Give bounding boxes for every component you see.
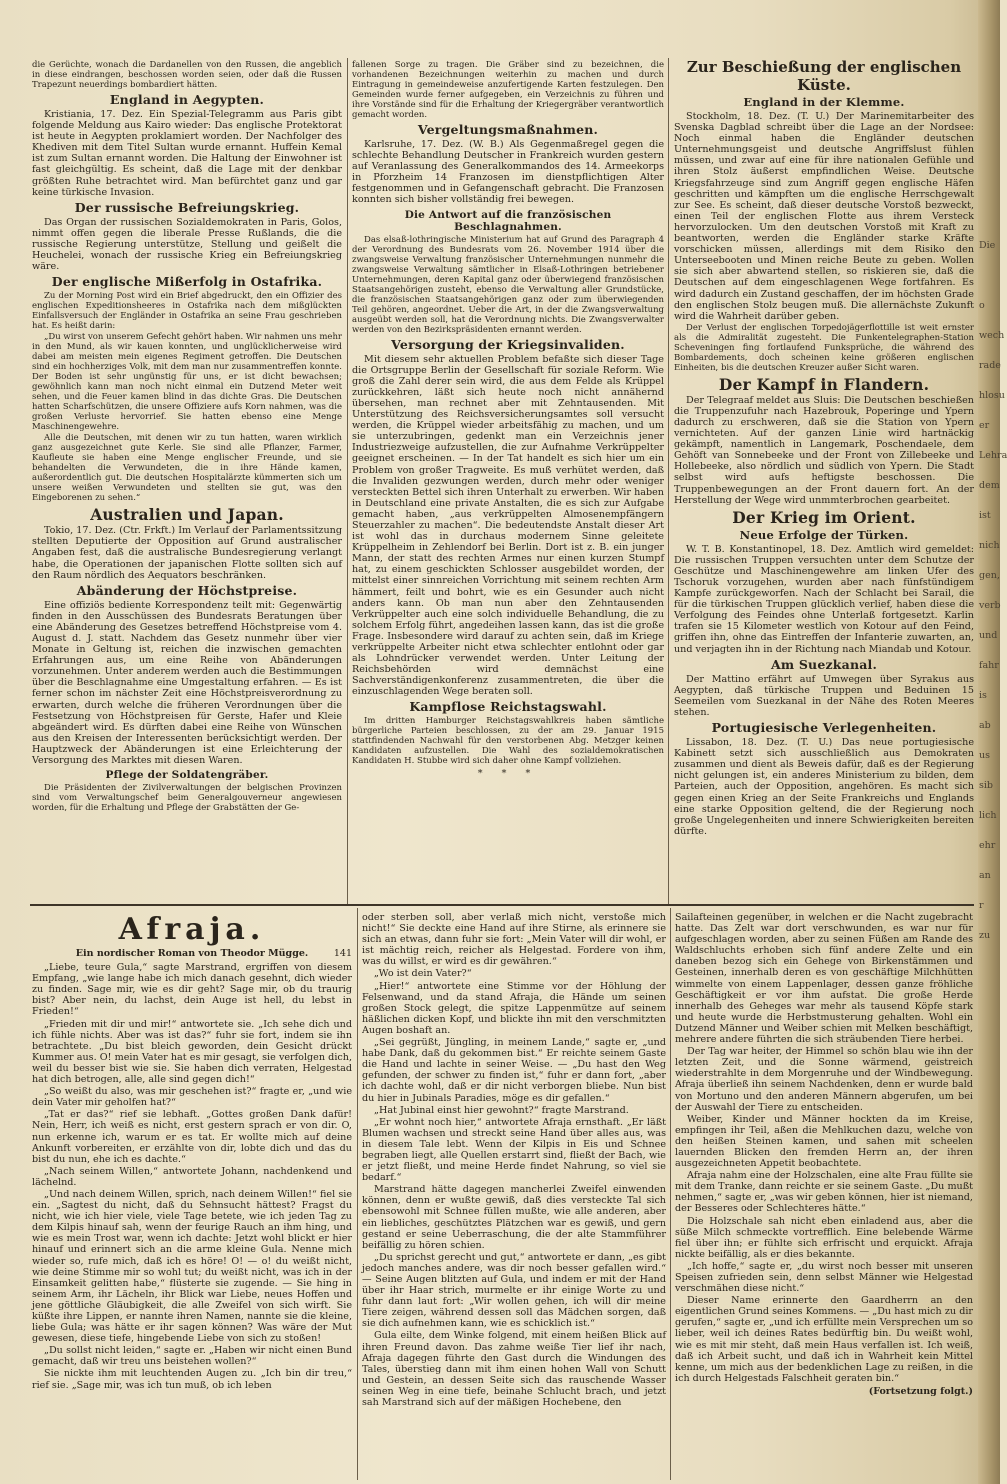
adjacent-page-edge-text [979,180,1007,1080]
article-suezkanal: Der Mattino erfährt auf Umwegen über Syrakus aus Aegypten, daß türkische Truppen und Beduinen 15 Seemeilen vom Suezkanal in der Nähe des Roten Meeres stehen. [674,673,974,718]
edge-text-fragment: nich [979,540,1000,551]
serial-paragraph: Sie nickte ihm mit leuchtenden Augen zu. „Ich bin dir treu,“ rief sie. „Sage mir, was ich tun muß, ob ich leben [32,1368,352,1391]
article-intro: die Gerüchte, wonach die Dardanellen von den Russen, die angeblich in diese eindrangen, beschossen worden seien, oder daß die Russen Trapezunt neuerdings bombardiert hätten. [32,60,342,90]
serial-paragraph: Dieser Name erinnerte den Gaardherrn an den eigentlichen Grund seines Kommens. — „Du hast mich zu dir gerufen,“ sagte er, „und ich erfüllte mein Versprechen um so lieber, weil ich deines Rates bedürftig bin. Du weißt wohl, wie es mit mir steht, daß mein Haus verfallen ist. Ich weiß, daß ich Arbeit sucht, und daß ich in Wahrheit kein Mittel kenne, um mich aus der bedenklichen Lage zu reißen, in die ich durch Helgestads Falschheit geraten bin.“ [675,1295,973,1384]
serial-paragraph: Marstrand hätte dagegen mancherlei Zweifel einwenden können, denn er wußte gewiß, daß dies versteckte Tal sich ebensowohl mit Schnee füllen mußte, wie alle anderen, aber ein liebliches, geschütztes Plätzchen war es gewiß, und gern gestand er seine Ueberraschung, die der alte Stammführer beifällig zu hören schien. [362,1184,666,1251]
article-hoechstpreise: Eine offiziös bediente Korrespondenz teilt mit: Gegenwärtig finden in den Ausschüssen des Bundesrats Beratungen über eine Abänderung des Gesetzes betreffend Höchstpreise vom 4. August d. J. statt. Nachdem das Gesetz nunmehr über vier Monate in Geltung ist, reichen die inzwischen gemachten Erfahrungen aus, um eine Reihe von Abänderungen vorzunehmen. Unter anderem werden auch die Bestimmungen über die Beschlagnahme eine Umgestaltung erfahren. — Es ist ferner schon im nächster Zeit eine Höchstpreisverordnung zu erwarten, durch welche die früheren Verordnungen über die Festsetzung von Höchstpreisen für Gerste, Hafer und Kleie abgeändert wird. Es dürften dabei eine Reihe von Wünschen aus den Kreisen der Interessenten berücksichtigt werden. Der Hauptzweck der Abänderungen ist eine Erleichterung der Versorgung des Marktes mit diesen Waren. [32,599,342,766]
article-russ-befreiungskrieg: Das Organ der russischen Sozialdemokraten in Paris, Golos, nimmt offen gegen die liberale Presse Rußlands, die die russische Regierung unterstütze, Stellung und geißelt die Heuchelei, wonach der russische Krieg ein Befreiungskrieg wäre. [32,216,342,273]
article-ostafrika-3: Alle die Deutschen, mit denen wir zu tun hatten, waren wirklich ganz ausgezeichnet gute Kerle. Sie sind alle Pflanzer, Farmer, Kaufleute sie haben eine Menge englischer Freunde, und sie behandelten die Verwundeten, die in ihre Hände kamen, außerordentlich gut. Die deutschen Hospitalärzte kümmerten sich um unsere weißen Verwundeten und stellten sie gut, was den Eingeborenen zu sehen.“ [32,433,342,504]
headline-soldatengraeber: Pflege der Soldatengräber. [105,769,269,782]
headline-portugal: Portugiesische Verlegenheiten. [711,720,937,736]
article-reichstagswahl: Im dritten Hamburger Reichstagswahlkreis haben sämtliche bürgerliche Parteien beschlossen, zu der am 29. Januar 1915 stattfindenden Nachwahl für den verstorbenen Abg. Metzger keinen Kandidaten aufzustellen. Die Wahl des sozialdemokratischen Kandidaten H. Stubbe wird sich daher ohne Kampf vollziehen. [352,716,664,767]
serial-paragraph: „Hier!“ antwortete eine Stimme vor der Höhlung der Felsenwand, und da stand Afraja, die Hände um seinen großen Stock gelegt, die spitze Lappenmütze auf seinem häßlichen dicken Kopf, und blickte ihn mit den verschmitzten Augen boshaft an. [362,980,666,1036]
article-antwort-beschlagnahmen: Das elsaß-lothringische Ministerium hat auf Grund des Paragraph 4 der Verordnung des Bundesrats vom 26. November 1914 über die zwangsweise Verwaltung französischer Unternehmungen nunmehr die zwangsweise Verwaltung sämtlicher in Elsaß-Lothringen betriebener Unternehmungen, deren Kapital ganz oder überwiegend französischen Staatsangehörigen zusteht, ebenso die Verwaltung aller Grundstücke, die französischen Staatsangehörigen ganz oder zum überwiegenden Teil gehören, angeordnet. Ueber die Art, in der die Zwangsverwaltung ausgeübt werden soll, hat die Verordnung nichts. Die Zwangsverwalter werden von den Bezirkspräsidenten ernannt werden. [352,234,664,335]
headline-ostafrika: Der englische Mißerfolg in Ostafrika. [51,274,323,290]
column-rule [670,908,671,1480]
edge-text-fragment: ab [979,720,991,731]
serial-number: 141 [333,948,352,959]
edge-text-fragment: und [979,630,998,641]
serial-paragraph: Sailafteinen gegenüber, in welchen er die Nacht zugebracht hatte. Das Zelt war dort verschwunden, es war nur für aufgeschlagen worden, aber zu seinen Füßen am Rande des Waldschluchts erhoben sich fünf andere Zelte und ein daneben bezog sich ein Gehege von Birkenstämmen und Gesteinen, innerhalb deren es von geschäftige Milchhütten wimmelte von einem Lappenlager, dessen ganze fröhliche Geschäftigkeit er vor ihm aufstat. Die große Herde innerhalb des Geheges war mehr als tausend Köpfe stark und heute wurde die Herbstmusterung gehalten. Wohl ein Dutzend Männer und Weiber schien mit Melken beschäftigt, mehrere andere führten die sich sträubenden Tiere herbei. [675,912,973,1046]
serial-paragraph: „Er wohnt noch hier,“ antwortete Afraja ernsthaft. „Er läßt Blumen wachsen und streckt seine Hand über alles aus, was in diesem Tale lebt. Wenn der Kilpis in Eis und Schnee begraben liegt, alle Quellen erstarrt sind, fließt der Bach, wie er jetzt fließt, und meine Herde findet Nahrung, so viel sie bedarf.“ [362,1116,666,1184]
edge-text-fragment: hlosu [979,390,1005,401]
article-soldatengraeber: Die Präsidenten der Zivilverwaltungen der belgischen Provinzen sind vom Verwaltungschef beim Generalgouverneur angewiesen worden, für die Erhaltung und Pflege der Grabstätten der Ge- [32,783,342,814]
serial-paragraph: „Hat Jubinal einst hier gewohnt?“ fragte Marstrand. [374,1104,629,1116]
article-australien-japan: Tokio, 17. Dez. (Ctr. Frkft.) Im Verlauf der Parlamentssitzung stellten Deputierte der Opposition auf Grund australischer Angaben fest, daß die australische Bundesregierung verlangt habe, die Operationen der japanischen Flotte sollten sich auf den Raum nördlich des Aequators beschränken. [32,525,342,581]
edge-text-fragment: zu [979,930,991,941]
serial-paragraph: oder sterben soll, aber verlaß mich nicht, verstoße mich nicht!“ Sie deckte eine Hand auf ihre Stirne, als erinnere sie sich an etwas, dann fuhr sie fort: „Mein Vater will dir wohl, er ist mächtig reich, reicher als Helgestad. Fordere von ihm, was du willst, er wird es dir gewähren.“ [362,912,666,968]
edge-text-fragment: is [979,690,987,701]
column-rule [668,58,669,904]
headline-orient: Der Krieg im Orient. [732,507,916,527]
article-beschiessung-note: Der Verlust der englischen Torpedojägerflottille ist weit ernster als die Admiralität zugesteht. Die Funkentelegraphen-Station Scheveningen fing fortlaufend Funksprüche, die während des Bombardements, doch scheinen keine größeren englischen Einheiten, bis die deutschen Kreuzer außer Sicht waren. [674,322,974,373]
serial-paragraph: Der Tag war heiter, der Himmel so schön blau wie ihn der letzten Zeit, und die Sonne wärmend, geistreich wiederstrahlte in dem Morgenruhe und der Windbewegung. Afraja überließ ihn seinem Nachdenken, denn er wurde bald von Mortuno und den anderen Männern abgerufen, um bei der Auswahl der Tiere zu entscheiden. [675,1046,973,1113]
article-ostafrika-1: Zu der Morning Post wird ein Brief abgedruckt, den ein Offizier des englischen Expeditionsheeres in Ostafrika nach dem mißglückten Einfallsversuch der Engländer in Ostafrika an seine Frau geschrieben hat. Es heißt darin: [32,291,342,332]
edge-text-fragment [979,270,1000,300]
edge-text-fragment: lich [979,810,997,821]
column-rule [347,58,348,904]
article-flandern: Der Telegraaf meldet aus Sluis: Die Deutschen beschießen die Truppenzufuhr nach Hazebrouk, Poperinge und Ypern dadurch zu erschweren, daß sie die Station von Ypern vernichteten. Auf der ganzen Linie wird hartnäckig gekämpft, namentlich in Langemark, Poschendaele, dem Gehöft van Sonnebeeke und der Front von Zillebeeke und Hollebeeke, also nördlich und südlich von Ypern. Die Stadt selbst wird aufs heftigste beschossen. Die Truppenbewegungen an der Front dauern fort. An der Herstellung der Wege wird unmmterbrochen gearbeitet. [674,394,974,506]
edge-text-fragment: gen, [979,570,1000,581]
edge-text-fragment [979,210,1000,240]
headline-antwort-beschlagnahmen: Die Antwort auf die französischen Beschlagnahmen. [404,208,612,233]
column-rule [357,908,358,1480]
serial-paragraph: Gula eilte, dem Winke folgend, mit einem heißen Blick auf ihren Freund davon. Das zahme weiße Tier lief ihr nach, Afraja dagegen führte den Gast durch die Windungen des Tales, überstieg dann mit ihm einen hohen Wall von Schutt und Gestein, an dessen Seite sich das rauschende Wasser seinen Weg in eine tiefe, beinahe Schlucht brach, und jetzt sah Marstrand sich auf der mäßigen Hochebene, den [362,1330,666,1409]
edge-text-fragment: dem [979,480,1000,491]
serial-paragraph: Die Holzschale sah nicht eben einladend aus, aber die süße Milch schmeckte vortrefflich. Eine belebende Wärme fiel über ihn; er fühlte sich erfrischt und erquickt. Afraja nickte beifällig, als er dies bekannte. [675,1215,973,1260]
edge-text-fragment: wech [979,330,1005,341]
serial-byline [32,948,352,959]
serial-paragraph: „Liebe, teure Gula,“ sagte Marstrand, ergriffen von diesem Empfang, „wie lange habe ich mich danach gesehnt, dich wieder zu finden. Sage mir, wie es dir geht? Sage mir, ob du traurig bist? Aber nein, du lachst, dein Auge ist hell, du lebst in Frieden!“ [32,962,352,1018]
edge-text-fragment: an [979,870,991,881]
article-vergeltung: Karlsruhe, 17. Dez. (W. B.) Als Gegenmaßregel gegen die schlechte Behandlung Deutscher in Frankreich wurden gestern auf Veranlassung des Generalkommandos des 14. Armeekorps in Pforzheim 14 Franzosen im dienstpflichtigen Alter festgenommen und in Gefangenschaft gebracht. Die Franzosen konnten sich bisher vollständig frei bewegen. [352,139,664,206]
serial-paragraph: „Und nach deinem Willen, sprich, nach deinem Willen!“ fiel sie ein. „Sagtest du nicht, daß du Sehnsucht hättest? Fragst du nicht, wie ich hier viele, viele Tage betete, wie ich jeden Tag zu dem Kilpis hinauf sah, wenn der feurige Rauch an ihm hing, und wie es mein Trost war, wenn ich dachte: Jetzt wohl blickt er hier hinauf und erinnert sich an die arme kleine Gula. Nenne mich wieder so, rufe mich, daß ich es höre! O! — o! du weißt nicht, wie deine Stimme mir so wohl tut; du weißt nicht, was ich in der Einsamkeit gelitten habe,“ flüsterte sie zugende. — Sie hing in seinem Arm, ihr Lächeln, ihr Blick war Liebe, neues Hoffen und jene göttliche Gläubigkeit, die alle Zweifel von sich wirft. Sie küßte ihre Lippen, er nannte ihren Namen, nannte sie die kleine, liebe Gula; was hätte er ihr sagen können? Was wäre der Mut gewesen, diese tiefe, hingebende Liebe von sich zu stoßen! [32,1188,352,1345]
headline-england-aegypten: England in Aegypten. [109,92,265,107]
edge-text-fragment: er [979,420,990,431]
headline-flandern: Der Kampf in Flandern. [718,374,930,394]
serial-column-2 [362,912,666,1478]
headline-beschiessung: Zur Beschießung der englischen Küste. [686,58,962,94]
article-soldatengraeber-cont: fallenen Sorge zu tragen. Die Gräber sind zu bezeichnen, die vorhandenen Bezeichnungen weiterhin zu machen und durch Eintragung in gemeindeweise anzufertigende Karten festzulegen. Den Gemeinden wurde ferner aufgegeben, ein Verzeichnis zu führen und ihre Vorstände sind für die Erhaltung der Kriegergräber verantwortlich gemacht worden. [352,60,664,120]
edge-text-fragment: sib [979,780,993,791]
serial-paragraph: „Frieden mit dir und mir!“ antwortete sie. „Ich sehe dich und ich fühle nichts. Aber was ist das?“ fuhr sie fort, indem sie ihn betrachtete. „Du bist bleich geworden, dein Gesicht drückt Kummer aus. O! mein Vater hat es mir gesagt, sie verfolgen dich, weil du besser bist wie sie. Sie haben dich verraten, Helgestad hat dich betrogen, alle, alle sind gegen dich!“ [32,1018,352,1086]
edge-text-fragment: o [979,300,985,311]
article-england-aegypten: Kristiania, 17. Dez. Ein Spezial-Telegramm aus Paris gibt folgende Meldung aus Kairo wieder: Das englische Protektorat ist heute in Aegypten proklamiert worden. Der Nachfolger des Khediven mit dem Titel Sultan wurde ernannt. Huffein Kemal ist zum Sultan ernannt worden. Die Haltung der Einwohner ist fast gleichgültig. Es scheint, daß die Lage mit der denkbar größten Ruhe betrachtet wird. Man befürchtet ganz und gar keine türkische Invasion. [32,109,342,198]
serial-title: Afraja. [118,912,266,947]
serial-paragraph: „Tat er das?“ rief sie lebhaft. „Gottes großen Dank dafür! Nein, Herr, ich weiß es nicht, erst gestern sprach er von dir. O, nun erkenne ich, warum er es tat. Er wollte mich auf deine Ankunft vorbereiten, er erzählte von dir, lobte dich und das du bist du nun, ehe ich es dachte.“ [32,1109,352,1165]
edge-text-fragment: verb [979,600,1001,611]
article-ostafrika-2: „Du wirst von unserem Gefecht gehört haben. Wir nahmen uns mehr in den Mund, als wir kauen konnten, und unglücklicherweise wird dabei am meisten mein eigenes Regiment getroffen. Die Deutschen sind ein hochherziges Volk, mit dem man nur zusammentreffen konnte. Der Boden ist sehr ungünstig für uns, er ist dicht bewachsen; gewöhnlich kann man noch nicht einmal ein Dutzend Meter weit sehen, und die Feuer kamen blind in das dichte Gras. Die Deutschen hatten Scharfschützen, die unsere Offiziere aufs Korn nahmen, was die großen Verluste hervorrief. Sie hatten ebenso eine Menge Maschinengewehre. [32,332,342,433]
news-column-3 [674,58,974,902]
feuilleton-separator [30,904,974,906]
headline-australien-japan: Australien und Japan. [90,505,284,525]
serial-column-3 [675,912,973,1478]
headline-vergeltung: Vergeltungsmaßnahmen. [417,122,599,137]
edge-text-fragment [979,180,1000,210]
serial-paragraph: „Wo ist dein Vater?“ [374,968,472,980]
serial-column-1 [32,912,352,1478]
edge-text-fragment: ehr [979,840,996,851]
article-beschiessung: Stockholm, 18. Dez. (T. U.) Der Marinemitarbeiter des Svenska Dagblad schreibt über die Lage an der Nordsee: Noch einmal haben die Engländer deutschen Unternehmungsgeist und deutsche Angriffslust fühlen müssen, und zwar auf eine für ihre nationalen Gefühle und ihren Stolz äußerst empfindlichen Weise. Deutsche Kriegsfahrzeuge sind zum Angriff gegen englische Häfen geschritten und kämpften um die englische Herrschgewalt zur See. Es scheint, daß dieser deutsche Vorstoß bezweckt, einen Teil der englischen Flotte aus ihrem Versteck hervorzulocken. Um den deutschen Vorstoß mit Kraft zu beantworten, werden die Engländer starke Kräfte vorschicken müssen, allerdings mit dem Risiko den Unterseebooten und Minen reiche Beute zu geben. Wollen sie sich aber abwartend stellen, so riskieren sie, daß die Deutschen auf dem eingeschlagenen Wege fortfahren. Es wird dadurch ein Zustand geschaffen, der im höchsten Grade den englischen Stolz beugen muß. Die allernächste Zukunft wird die Wahrheit darüber geben. [674,111,974,322]
edge-text-fragment: Lehra [979,450,1007,461]
headline-reichstagswahl: Kampflose Reichstagswahl. [409,699,607,715]
serial-paragraph: „Ich hoffe,“ sagte er, „du wirst noch besser mit unseren Speisen zufrieden sein, denn selbst Männer wie Helgestad verschmähen diese nicht.“ [675,1260,973,1295]
headline-hoechstpreise: Abänderung der Höchstpreise. [76,582,298,598]
edge-text-fragment: us [979,750,990,761]
edge-text-fragment: Die [979,240,996,251]
article-portugal: Lissabon, 18. Dez. (T. U.) Das neue portugiesische Kabinett setzt sich ausschließlich aus Demokraten zusammen und dient als Beweis dafür, daß es der Regierung nicht gelungen ist, ein anderes Ministerium zu bilden, dem Parteien, auch der Opposition, angehören. Es macht sich gegen einen Krieg an der Seite Frankreichs und Englands eine starke Opposition geltend, die der Regierung noch große Ungelegenheiten und innere Schwierigkeiten bereiten dürfte. [674,737,974,837]
serial-paragraph: „Du sprichst gerecht und gut,“ antwortete er dann, „es gibt jedoch manches andere, was dir noch besser gefallen wird.“ — Seine Augen blitzten auf Gula, und indem er mit der Hand über ihr Haar strich, murmelte er ihr einige Worte zu und fuhr dann laut fort: „Wir wollen gehen, ich will dir meine Tiere zeigen, während dessen soll das Mädchen sorgen, daß sie dich aufnehmen kann, wie es schicklich ist.“ [362,1251,666,1330]
serial-paragraph: „Nach seinem Willen,“ antwortete Johann, nachdenkend und lächelnd. [32,1165,352,1188]
article-orient: W. T. B. Konstantinopel, 18. Dez. Amtlich wird gemeldet: Die russischen Truppen versuchten unter dem Schutze der Geschütze und Maschinengewehre am linken Ufer des Tschoruk vorzugehen, wurden aber nach fünfstündigem Kampfe zurückgeworfen. Nach der Schlacht bei Sarail, die für die türkischen Truppen glücklich verlief, haben diese die Verfolgung des Feindes ohne Unterlaß fortgesetzt. Karlin trafen sie 15 Kilometer westlich von Kotour auf den Feind, griffen ihn, ohne das Eintreffen der Infanterie zuwarten, an, und verjagten ihn in der Richtung nach Miandab und Kotour. [674,543,974,655]
serial-paragraph: Afraja nahm eine der Holzschalen, eine alte Frau füllte sie mit dem Tranke, dann reichte er sie seinem Gaste. „Du mußt nehmen,“ sagte er, „was wir geben können, hier ist niemand, der Besseres oder Schlechteres hätte.“ [675,1170,973,1215]
subheadline-tuerken: Neue Erfolge der Türken. [739,527,909,542]
news-column-2 [352,60,664,902]
headline-suezkanal: Am Suezkanal. [770,656,878,672]
serial-paragraph: „Du sollst nicht leiden,“ sagte er. „Haben wir nicht einen Bund gemacht, daß wir treu uns beistehen wollen?“ [32,1345,352,1368]
news-column-1 [32,60,342,902]
serial-paragraph: „Sei gegrüßt, Jüngling, in meinem Lande,“ sagte er, „und habe Dank, daß du gekommen bist.“ Er reichte seinem Gaste die Hand und lachte in seiner Weise. — „Du hast den Weg gefunden, der schwer zu finden ist,“ fuhr er dann fort, „aber ich dachte wohl, daß er dir nicht verborgen bliebe. Nun bist du hier in Jubinals Paradies, möge es dir gefallen.“ [362,1037,666,1104]
edge-text-fragment: ist [979,510,991,521]
edge-text-fragment: fahr [979,660,999,671]
subheadline-klemme: England in der Klemme. [743,95,905,109]
section-stars: * * * [477,768,539,780]
serial-paragraph: „So weißt du also, was mir geschehen ist?“ fragte er, „und wie dein Vater mir geholfen hat?“ [32,1086,352,1109]
article-kriegsinvaliden: Mit diesem sehr aktuellen Problem befaßte sich dieser Tage die Ortsgruppe Berlin der Gesellschaft für soziale Reform. Wie groß die Zahl derer sein wird, die aus dem Felde als Krüppel zurückkehren, läßt sich heute noch nicht annähernd übersehen, man rechnet aber mit Zehntausenden. Mit Unterstützung des Reichsversicherungsamtes soll versucht werden, die Krüppel wieder arbeitsfähig zu machen, und um sie unterzubringen, gedenkt man ein Verzeichnis jener Industriezweige aufzustellen, die zur Aufnahme Verkrüppelter geeignet erscheinen. — In der Tat handelt es sich hier um ein Problem von großer Tragweite. Es muß verhütet werden, daß die Invaliden gezwungen werden, durch mehr oder weniger versteckten Bettel sich ihren Unterhalt zu erwerben. Wir haben in Deutschland eine private Anstalten, die es sich zur Aufgabe gemacht haben, „aus verkrüppelten Almosenempfängern Steuerzahler zu machen“. Die bedeutendste Anstalt dieser Art ist wohl das in durchaus modernem Sinne geleitete Krüppelheim in Zehlendorf bei Berlin. Dort ist z. B. ein junger Mann, der statt des rechten Armes nur einen kurzen Stumpf hat, zu einem geschickten Schlosser ausgebildet worden, der mittelst einer sinnreichen Vorrichtung mit seinem rechten Arm hämmert, feilt und bohrt, wie es ein Gesunder auch nicht anders kann. Ob man nun aber den Zehntausenden Verkrüppelter auch eine solch individuelle Behandlung, die zu solchem Erfolg führt, angedeihen lassen kann, das ist die große Frage. Insbesondere wird darauf zu achten sein, daß im Kriege verkrüppelte Arbeiter nicht etwa schlechter entlohnt oder gar als Lohndrücker verwendet werden. Unter Leitung der Reichsbehörden wird demnächst eine Sachverständigenkonferenz zusammentreten, die über die einzuschlagenden Wege beraten soll. [352,353,664,698]
serial-continuation-note: (Fortsetzung folgt.) [868,1385,973,1397]
headline-russ-befreiungskrieg: Der russische Befreiungskrieg. [74,199,300,215]
serial-paragraph: Weiber, Kinder und Männer hockten da im Kreise, empfingen ihr Teil, aßen die Mehlkuchen dazu, welche von den heißen Steinen kamen, und sahen mit scheelen lauernden Blicken den fremden Herrn an, der ihren ausgezeichneten Appetit beobachtete. [675,1113,973,1170]
serial-author: Ein nordischer Roman von Theodor Mügge. [75,948,309,959]
edge-text-fragment: rade [979,360,1001,371]
edge-text-fragment: r [979,900,984,911]
headline-kriegsinvaliden: Versorgung der Kriegsinvaliden. [391,336,625,352]
